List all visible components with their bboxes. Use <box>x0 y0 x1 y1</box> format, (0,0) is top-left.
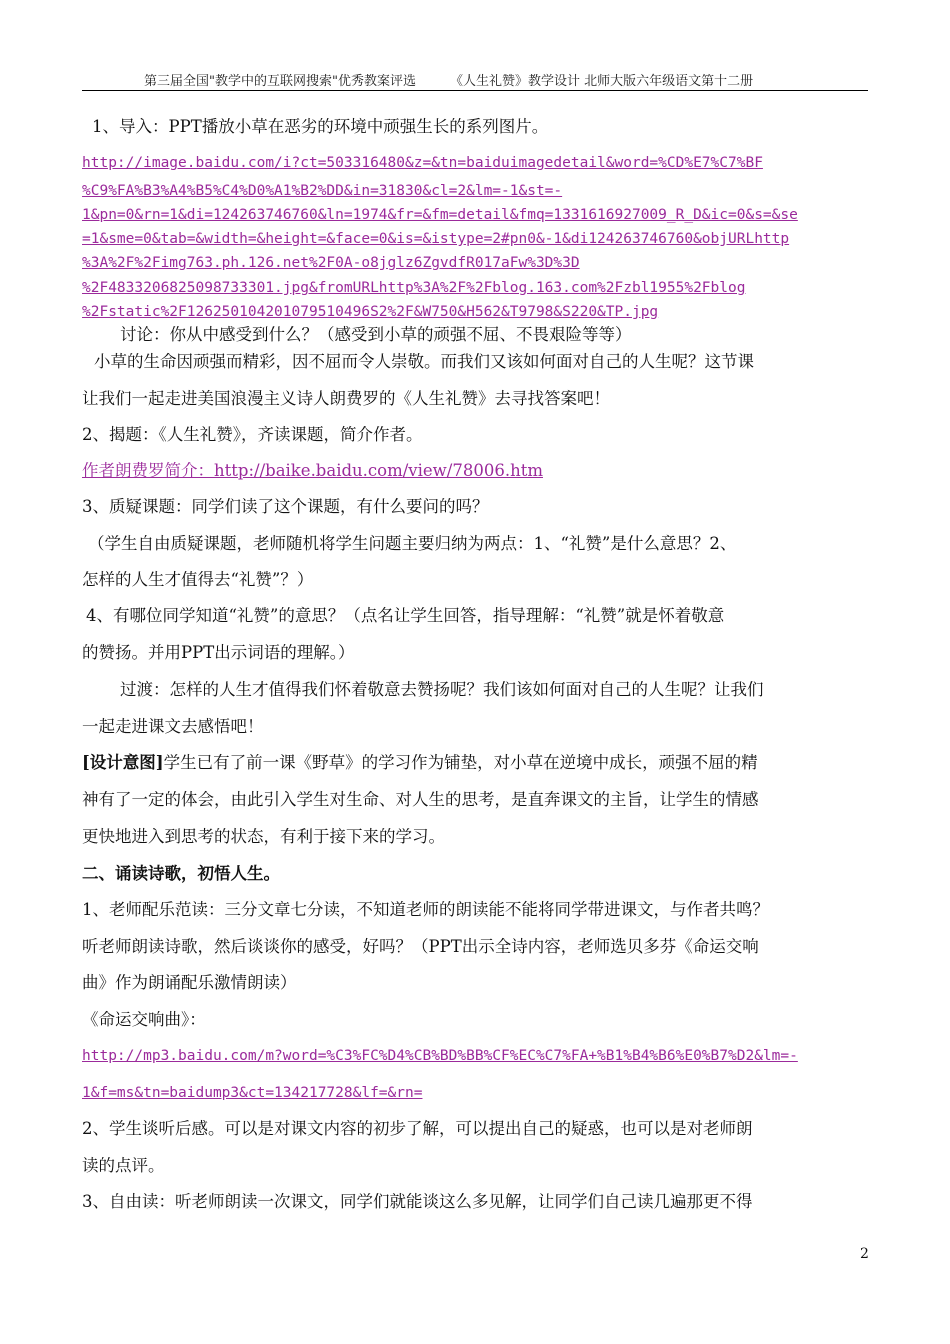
design-intent-line-2: 神有了一定的体会，由此引入学生对生命、对人生的思考，是直奔课文的主旨，让学生的情感 <box>82 790 759 809</box>
page-header <box>82 70 868 91</box>
model-reading-line-1: 1、老师配乐范读：三分文章七分读，不知道老师的朗读能不能将同学带进课文，与作者共鸣？ <box>82 900 769 919</box>
meaning-step-line-1: 4、有哪位同学知道“礼赞”的意思？（点名让学生回答，指导理解：“礼赞”就是怀着敬意 <box>86 606 725 625</box>
student-questions-line-1: （学生自由质疑课题，老师随机将学生问题主要归纳为两点：1、“礼赞”是什么意思？2、 <box>88 534 737 553</box>
model-reading-line-2: 听老师朗读诗歌，然后谈谈你的感受，好吗？（PPT出示全诗内容，老师选贝多芬《命运交响 <box>82 937 759 956</box>
transition-line-2: 一起走进课文去感悟吧！ <box>82 717 264 736</box>
design-intent-text: 学生已有了前一课《野草》的学习作为铺垫，对小草在逆境中成长，顽强不屈的精 <box>163 753 758 772</box>
header-left-text: 第三届全国"教学中的互联网搜索"优秀教案评选 <box>144 74 416 89</box>
symphony-link-line-2[interactable]: 1&f=ms&tn=baidump3&ct=134217728&lf=&rn= <box>82 1085 423 1101</box>
image-link-line-4[interactable]: =1&sme=0&tab=&width=&height=&face=0&is=&istype=2#pn0&-1&di124263746760&objURLhttp <box>82 231 790 247</box>
image-link-line-6[interactable]: %2F4833206825098733301.jpg&fromURLhttp%3A%2F%2Fblog.163.com%2Fzbl1955%2Fblog <box>82 280 746 296</box>
paragraph-intro: 1、导入：PPT播放小草在恶劣的环境中顽强生长的系列图片。 <box>92 117 549 136</box>
design-intent-line-1 <box>82 752 758 774</box>
symphony-link-line-1[interactable]: http://mp3.baidu.com/m?word=%C3%FC%D4%CB%BD%BB%CF%EC%C7%FA+%B1%B4%B6%E0%B7%D2&lm=- <box>82 1048 798 1064</box>
feedback-line-1: 2、学生谈听后感。可以是对课文内容的初步了解，可以提出自己的疑惑，也可以是对老师朗 <box>82 1119 753 1138</box>
paragraph-2-line-2: 让我们一起走进美国浪漫主义诗人朗费罗的《人生礼赞》去寻找答案吧！ <box>82 389 610 408</box>
student-questions-line-2: 怎样的人生才值得去“礼赞”？） <box>82 570 314 589</box>
design-intent-label: [设计意图] <box>82 753 164 772</box>
image-link-line-3[interactable]: 1&pn=0&rn=1&di=124263746760&ln=1974&fr=&fm=detail&fmq=1331616927009_R_D&ic=0&s=&se <box>82 207 798 223</box>
page-number: 2 <box>860 1246 869 1262</box>
feedback-line-2: 读的点评。 <box>82 1156 165 1175</box>
meaning-step-line-2: 的赞扬。并用PPT出示词语的理解。） <box>82 643 355 662</box>
header-right-text: 《人生礼赞》教学设计 北师大版六年级语文第十二册 <box>450 74 754 89</box>
question-title-step: 3、质疑课题：同学们读了这个课题，有什么要问的吗？ <box>82 497 489 516</box>
paragraph-2-line-1: 小草的生命因顽强而精彩，因不屈而令人崇敬。而我们又该如何面对自己的人生呢？这节课 <box>94 352 754 371</box>
image-link-line-2[interactable]: %C9%FA%B3%A4%B5%C4%D0%A1%B2%DD&in=31830&cl=2&lm=-1&st=- <box>82 183 563 199</box>
transition-line-1: 过渡：怎样的人生才值得我们怀着敬意去赞扬呢？我们该如何面对自己的人生呢？让我们 <box>120 680 764 699</box>
design-intent-line-3: 更快地进入到思考的状态，有利于接下来的学习。 <box>82 827 445 846</box>
image-link-line-1[interactable]: http://image.baidu.com/i?ct=503316480&z=&tn=baiduimagedetail&word=%CD%E7%C7%BF <box>82 155 763 171</box>
discussion-text: 讨论：你从中感受到什么？（感受到小草的顽强不屈、不畏艰险等等） <box>120 325 632 344</box>
author-intro-link[interactable]: 作者朗费罗简介：http://baike.baidu.com/view/78006.htm <box>82 461 543 480</box>
image-link-line-5[interactable]: %3A%2F%2Fimg763.ph.126.net%2F0A-o8jglz6ZgvdfR017aFw%3D%3D <box>82 255 580 271</box>
section-2-heading: 二、诵读诗歌，初悟人生。 <box>82 864 280 883</box>
symphony-label: 《命运交响曲》： <box>82 1010 206 1029</box>
reveal-title-step: 2、揭题：《人生礼赞》，齐读课题，简介作者。 <box>82 425 423 444</box>
image-link-line-7[interactable]: %2Fstatic%2F126250104201079510496S2%2F&W750&H562&T9798&S220&TP.jpg <box>82 304 659 320</box>
free-reading-line: 3、自由读：听老师朗读一次课文，同学们就能谈这么多见解，让同学们自己读几遍那更不得 <box>82 1192 753 1211</box>
model-reading-line-3: 曲》作为朗诵配乐激情朗读） <box>82 973 297 992</box>
